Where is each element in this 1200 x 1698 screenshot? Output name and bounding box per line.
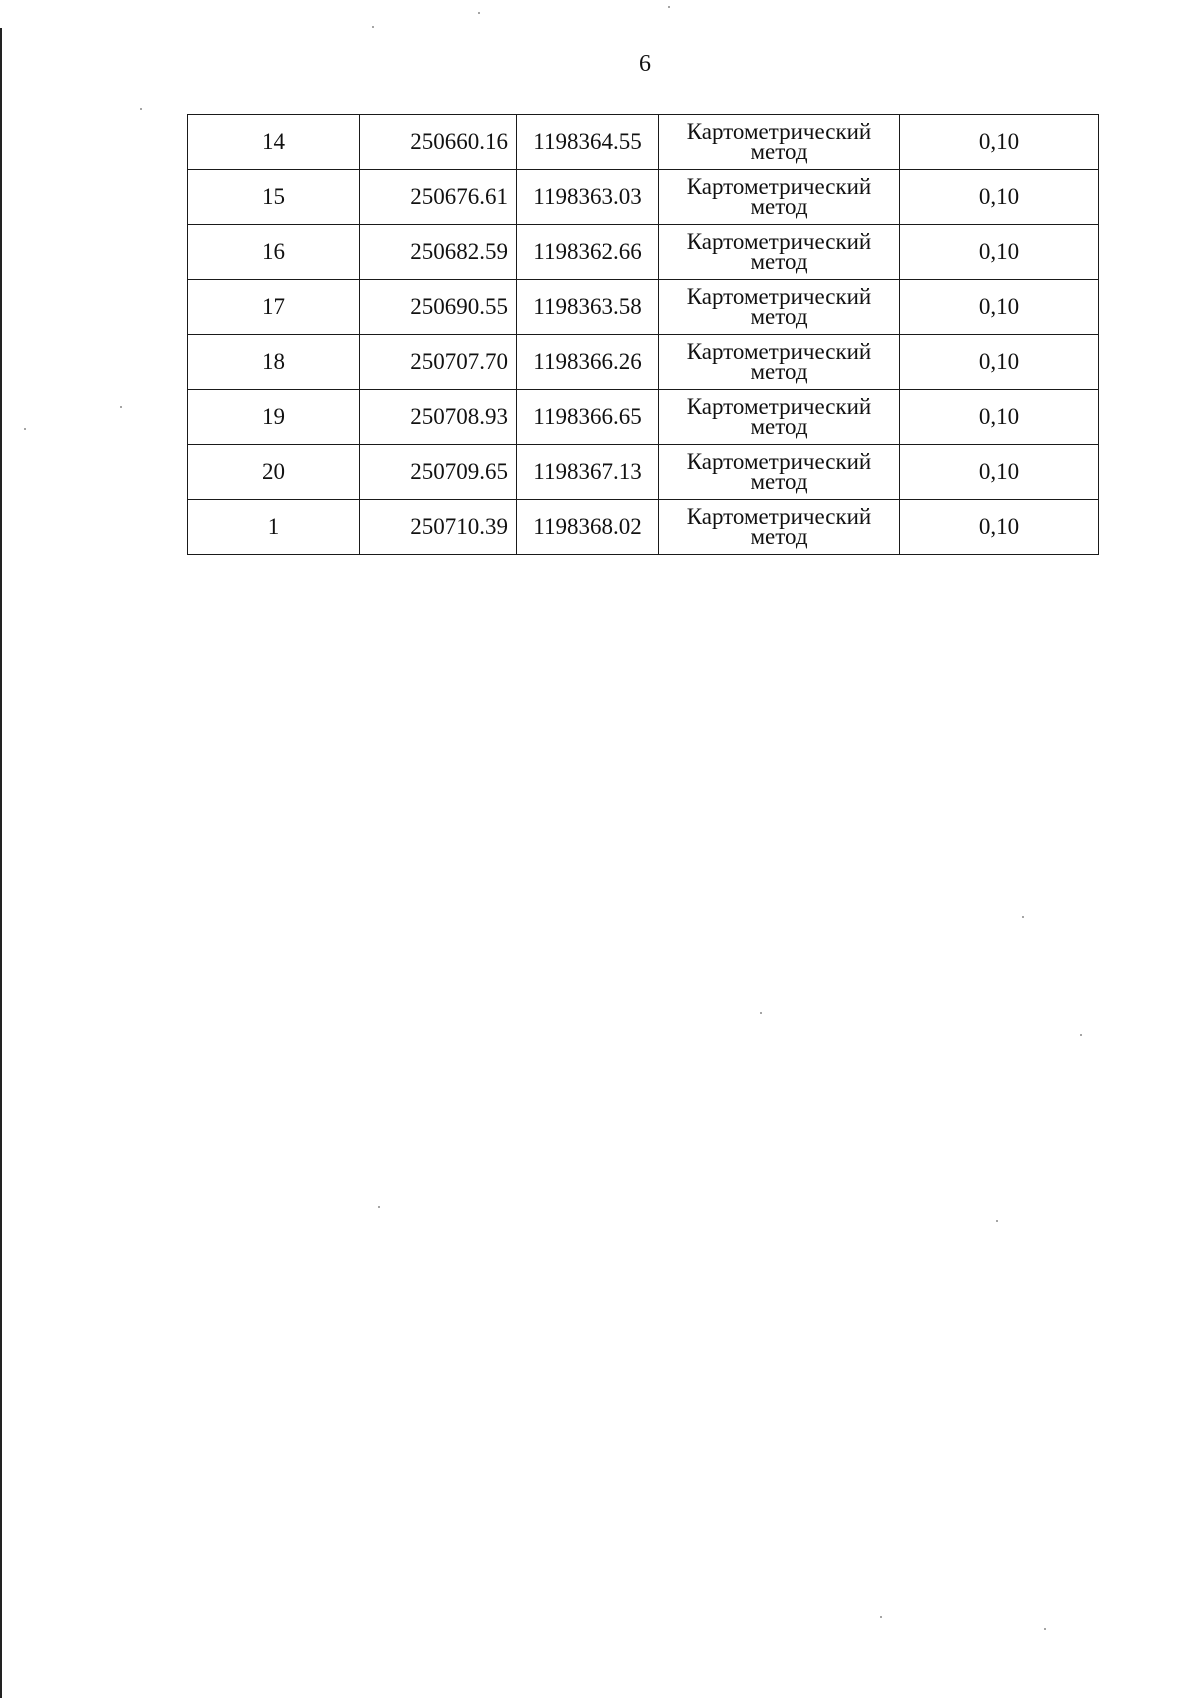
table-row bbox=[188, 500, 1099, 555]
table-row bbox=[188, 280, 1099, 335]
point-number-cell: 14 bbox=[188, 115, 360, 170]
x-coordinate-cell: 250708.93 bbox=[360, 390, 517, 445]
method-cell: Картометрический метод bbox=[659, 390, 900, 445]
method-cell: Картометрический метод bbox=[659, 335, 900, 390]
scan-speck bbox=[140, 108, 142, 110]
scan-speck bbox=[478, 12, 480, 14]
scan-speck bbox=[668, 6, 670, 8]
x-coordinate-cell: 250682.59 bbox=[360, 225, 517, 280]
method-cell: Картометрический метод bbox=[659, 170, 900, 225]
accuracy-cell: 0,10 bbox=[900, 225, 1099, 280]
method-cell: Картометрический метод bbox=[659, 280, 900, 335]
coordinates-table bbox=[187, 114, 1099, 555]
scan-speck bbox=[120, 406, 122, 408]
accuracy-cell: 0,10 bbox=[900, 390, 1099, 445]
accuracy-cell: 0,10 bbox=[900, 170, 1099, 225]
x-coordinate-cell: 250660.16 bbox=[360, 115, 517, 170]
accuracy-cell: 0,10 bbox=[900, 280, 1099, 335]
table-row bbox=[188, 115, 1099, 170]
method-cell: Картометрический метод bbox=[659, 115, 900, 170]
point-number-cell: 1 bbox=[188, 500, 360, 555]
scan-speck bbox=[760, 1012, 762, 1014]
scan-speck bbox=[24, 428, 26, 430]
y-coordinate-cell: 1198363.03 bbox=[517, 170, 659, 225]
point-number-cell: 19 bbox=[188, 390, 360, 445]
x-coordinate-cell: 250676.61 bbox=[360, 170, 517, 225]
method-cell: Картометрический метод bbox=[659, 445, 900, 500]
accuracy-cell: 0,10 bbox=[900, 500, 1099, 555]
accuracy-cell: 0,10 bbox=[900, 335, 1099, 390]
x-coordinate-cell: 250707.70 bbox=[360, 335, 517, 390]
y-coordinate-cell: 1198367.13 bbox=[517, 445, 659, 500]
scan-speck bbox=[372, 26, 374, 28]
point-number-cell: 18 bbox=[188, 335, 360, 390]
method-cell: Картометрический метод bbox=[659, 500, 900, 555]
y-coordinate-cell: 1198368.02 bbox=[517, 500, 659, 555]
scan-page-edge bbox=[0, 28, 2, 1698]
scan-speck bbox=[1080, 1034, 1082, 1036]
scan-speck bbox=[1044, 1628, 1046, 1630]
point-number-cell: 15 bbox=[188, 170, 360, 225]
accuracy-cell: 0,10 bbox=[900, 445, 1099, 500]
accuracy-cell: 0,10 bbox=[900, 115, 1099, 170]
y-coordinate-cell: 1198364.55 bbox=[517, 115, 659, 170]
page-number: 6 bbox=[639, 51, 651, 77]
table-row bbox=[188, 225, 1099, 280]
scan-speck bbox=[880, 1616, 882, 1618]
x-coordinate-cell: 250709.65 bbox=[360, 445, 517, 500]
x-coordinate-cell: 250710.39 bbox=[360, 500, 517, 555]
y-coordinate-cell: 1198362.66 bbox=[517, 225, 659, 280]
y-coordinate-cell: 1198366.65 bbox=[517, 390, 659, 445]
scan-speck bbox=[1022, 916, 1024, 918]
point-number-cell: 16 bbox=[188, 225, 360, 280]
y-coordinate-cell: 1198363.58 bbox=[517, 280, 659, 335]
point-number-cell: 17 bbox=[188, 280, 360, 335]
table-row bbox=[188, 335, 1099, 390]
table-row bbox=[188, 390, 1099, 445]
point-number-cell: 20 bbox=[188, 445, 360, 500]
x-coordinate-cell: 250690.55 bbox=[360, 280, 517, 335]
scan-speck bbox=[996, 1220, 998, 1222]
table-row bbox=[188, 170, 1099, 225]
table-row bbox=[188, 445, 1099, 500]
scan-speck bbox=[378, 1206, 380, 1208]
y-coordinate-cell: 1198366.26 bbox=[517, 335, 659, 390]
method-cell: Картометрический метод bbox=[659, 225, 900, 280]
